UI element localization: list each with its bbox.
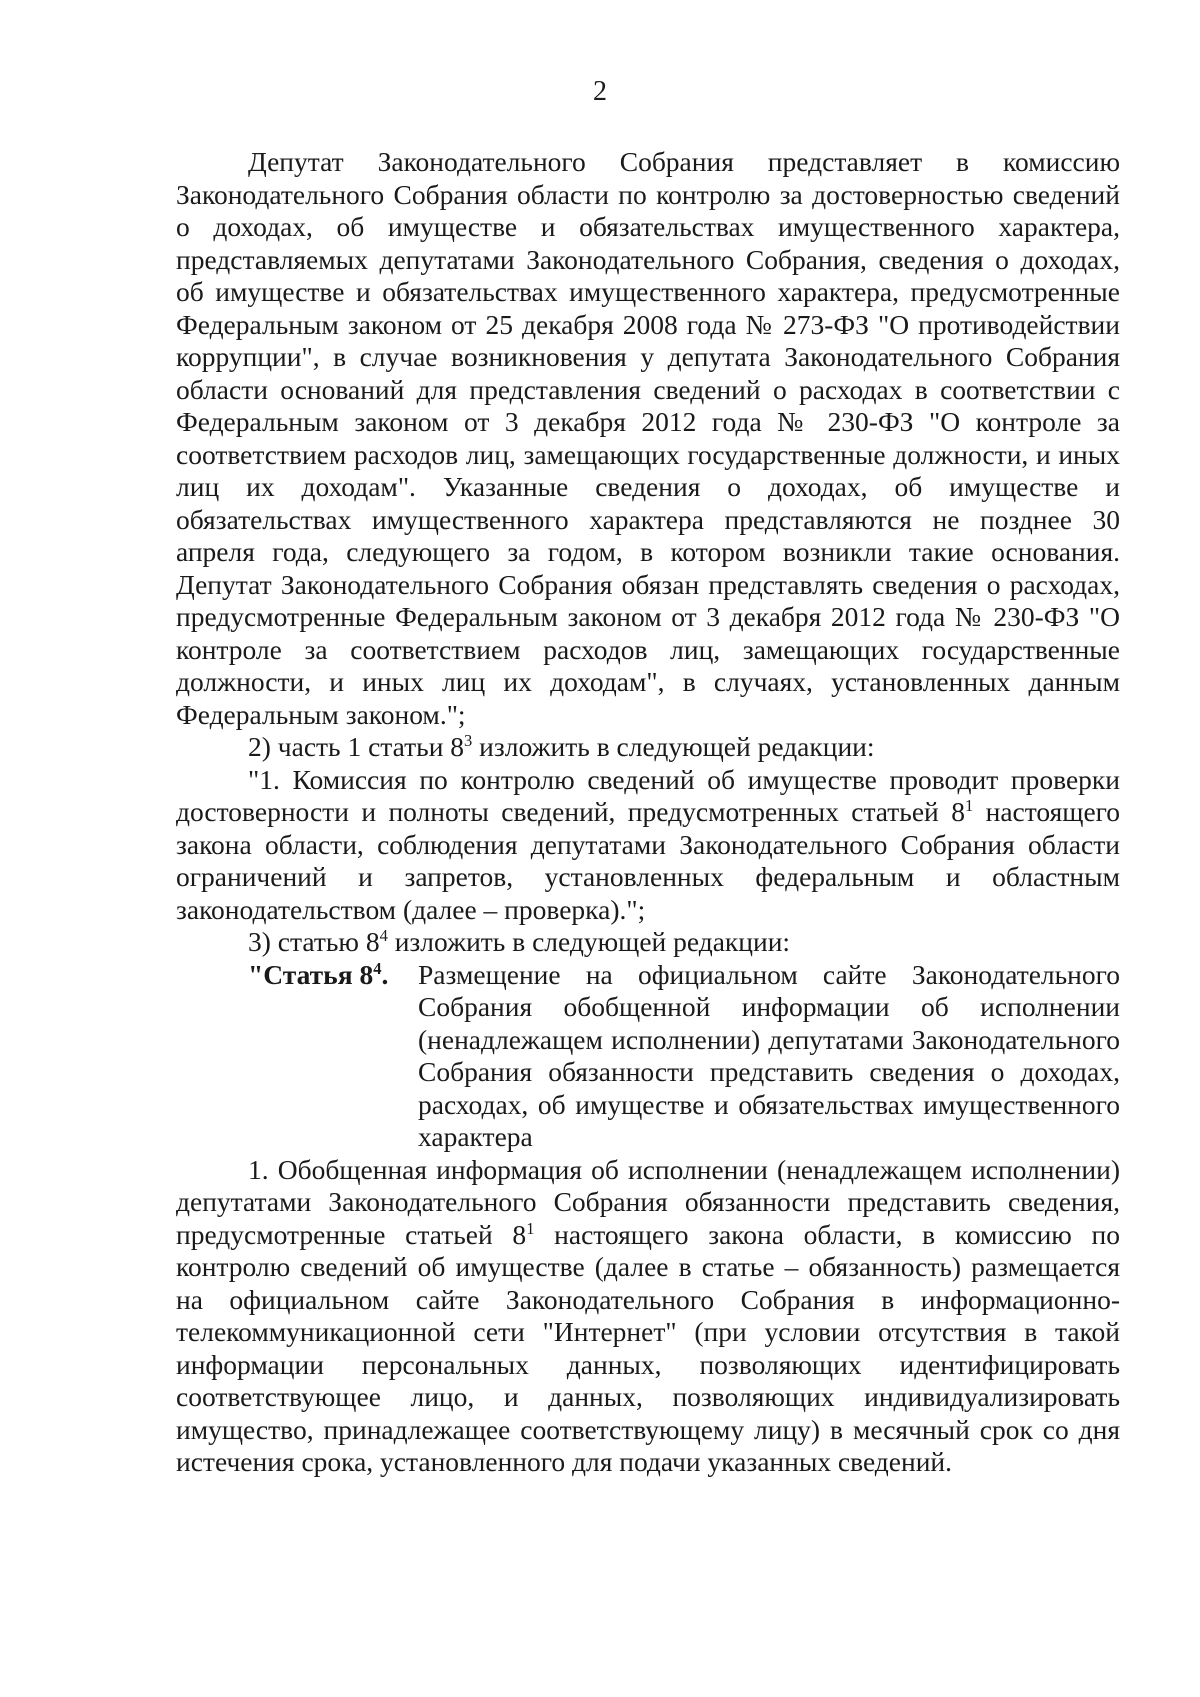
item-2-text-start: 2) часть 1 статьи 8 (248, 731, 465, 762)
page-number: 2 (593, 76, 607, 107)
paragraph-item-3 (176, 926, 1120, 959)
item-2-text-end: изложить в следующей редакции: (472, 731, 875, 762)
generalized-info-superscript: 1 (526, 1218, 535, 1238)
document-body (176, 146, 1120, 1479)
article-label-dot: . (381, 958, 389, 990)
item-3-text-end: изложить в следующей редакции: (387, 926, 791, 957)
article-label-superscript: 4 (373, 958, 382, 978)
commission-superscript: 1 (964, 795, 974, 815)
paragraph-generalized-info (176, 1154, 1120, 1479)
article-title: Размещение на официальном сайте Законодательного Собрания обобщенной информации об исполнении (ненадлежащем исполнении) депутатами Законодательного Собрания обязанности представить сведения о доходах, расходах, об имуществе и обязательствах имущественного характера (418, 958, 1120, 1152)
commission-text-start: "1. Комиссия по контролю сведений об имуществе проводит проверки достоверности и полноты сведений, предусмотренных статьей 8 (176, 763, 1120, 827)
generalized-info-text-start: 1. Обобщенная информация об исполнении (ненадлежащем исполнении) депутатами Законодательного Собрания обязанности представить сведения, предусмотренные статьей 8 (176, 1153, 1120, 1250)
item-3-text-start: 3) статью 8 (248, 926, 380, 957)
commission-text-end: настоящего закона области, соблюдения депутатами Законодательного Собрания области ограничений и запретов, установленных федеральным и областным законодательством (далее – проверка)."; (176, 796, 1121, 925)
article-label-text: "Статья 8 (248, 958, 374, 990)
generalized-info-text-end: настоящего закона области, в комиссию по контролю сведений об имуществе (далее в статье – обязанность) размещается на официальном сайте Законодательного Собрания в информационно-телекоммуникационной сети "Интернет" (при условии отсутствия в такой информации персональных данных, позволяющих идентифицировать соответствующее лицо, и данных, позволяющих индивидуализировать имущество, принадлежащее соответствующему лицу) в месячный срок со дня истечения срока, установленного для подачи указанных сведений. (176, 1218, 1121, 1477)
article-label (176, 959, 414, 1154)
article-heading (176, 959, 1120, 1154)
paragraph-commission-checks (176, 764, 1120, 927)
item-2-superscript: 3 (464, 730, 473, 750)
paragraph-deputy-reporting: Депутат Законодательного Собрания представляет в комиссию Законодательного Собрания области по контролю за достоверностью сведений о доходах, об имуществе и обязательствах имущественного характера, представляемых депутатами Законодательного Собрания, сведения о доходах, об имуществе и обязательствах имущественного характера, предусмотренные Федеральным законом от 25 декабря 2008 года № 273-ФЗ "О противодействии коррупции", в случае возникновения у депутата Законодательного Собрания области оснований для представления сведений о расходах в соответствии с Федеральным законом от 3 декабря 2012 года № 230-ФЗ "О контроле за соответствием расходов лиц, замещающих государственные должности, и иных лиц их доходам". Указанные сведения о доходах, об имуществе и обязательствах имущественного характера представляются не позднее 30 апреля года, следующего за годом, в котором возникли такие основания. Депутат Законодательного Собрания обязан представлять сведения о расходах, предусмотренные Федеральным законом от 3 декабря 2012 года № 230-ФЗ "О контроле за соответствием расходов лиц, замещающих государственные должности, и иных лиц их доходам", в случаях, установленных данным Федеральным законом."; (176, 146, 1120, 730)
item-3-superscript: 4 (379, 925, 388, 945)
paragraph-item-2 (176, 731, 1120, 764)
